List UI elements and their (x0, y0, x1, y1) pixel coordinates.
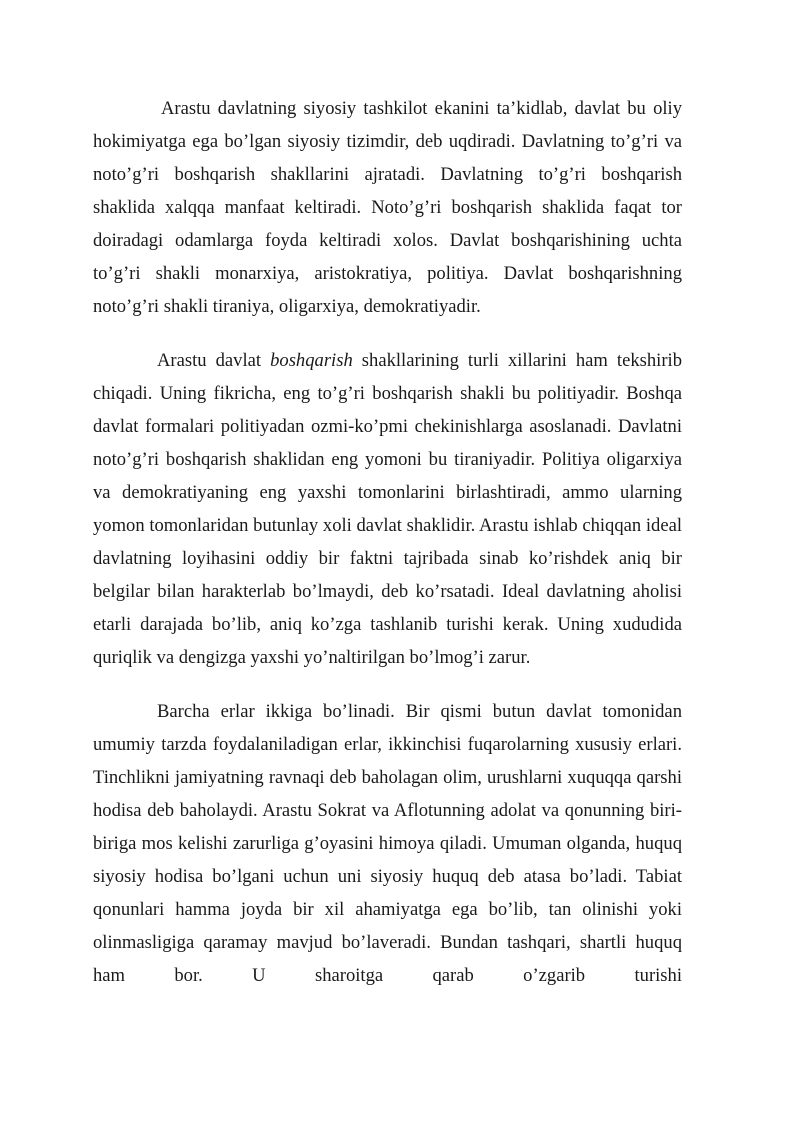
paragraph-1 (93, 92, 682, 323)
paragraph-1-text: Arastu davlatning siyosiy tashkilot ekanini ta’kidlab, davlat bu oliy hokimiyatga ega bo’lgan siyosiy tizimdir, deb uqdiradi. Davlatning to’g’ri va noto’g’ri boshqarish shakllarini ajratadi. Davlatning to’g’ri boshqarish shaklida xalqqa manfaat keltiradi. Noto’g’ri boshqarish shaklida faqat tor doiradagi odamlarga foyda keltiradi xolos. Davlat boshqarishining uchta to’g’ri shakli monarxiya, aristokratiya, politiya. Davlat boshqarishning noto’g’ri shakli tiraniya, oligarxiya, demokratiyadir. (93, 98, 682, 317)
paragraph-2-text-after: shakllarining turli xillarini ham tekshirib chiqadi. Uning fikricha, eng to’g’ri boshqarish shakli bu politiyadir. Boshqa davlat formalari politiyadan ozmi-ko’pmi chekinishlarga asoslanadi. Davlatni noto’g’ri boshqarish shaklidan eng yomoni bu tiraniyadir. Politiya oligarxiya va demokratiyaning eng yaxshi tomonlarini birlashtiradi, ammo ularning yomon tomonlaridan butunlay xoli davlat shaklidir. Arastu ishlab chiqqan ideal davlatning loyihasini oddiy bir faktni tajribada sinab ko’rishdek aniq bir belgilar bilan harakterlab bo’lmaydi, deb ko’rsatadi. Ideal davlatning aholisi etarli darajada bo’lib, aniq ko’zga tashlanib turishi kerak. Uning xududida quriqlik va dengizga yaxshi yo’naltirilgan bo’lmog’i zarur. (93, 350, 682, 668)
document-page (93, 92, 682, 992)
paragraph-2 (93, 344, 682, 674)
paragraph-2-emphasis: boshqarish (270, 350, 353, 371)
paragraph-3 (93, 695, 682, 992)
paragraph-3-text: Barcha erlar ikkiga bo’linadi. Bir qismi butun davlat tomonidan umumiy tarzda foydalaniladigan erlar, ikkinchisi fuqarolarning xususiy erlari. Tinchlikni jamiyatning ravnaqi deb baholagan olim, urushlarni xuquqqa qarshi hodisa deb baholaydi. Arastu Sokrat va Aflotunning adolat va qonunning biri-biriga mos kelishi zarurliga g’oyasini himoya qiladi. Umuman olganda, huquq siyosiy hodisa bo’lgani uchun uni siyosiy huquq deb atasa bo’ladi. Tabiat qonunlari hamma joyda bir xil ahamiyatga ega bo’lib, tan olinishi yoki olinmasligiga qaramay mavjud bo’laveradi. Bundan tashqari, shartli huquq ham bor. U sharoitga qarab o’zgarib turishi (93, 701, 682, 986)
paragraph-2-text-before: Arastu davlat (157, 350, 271, 371)
